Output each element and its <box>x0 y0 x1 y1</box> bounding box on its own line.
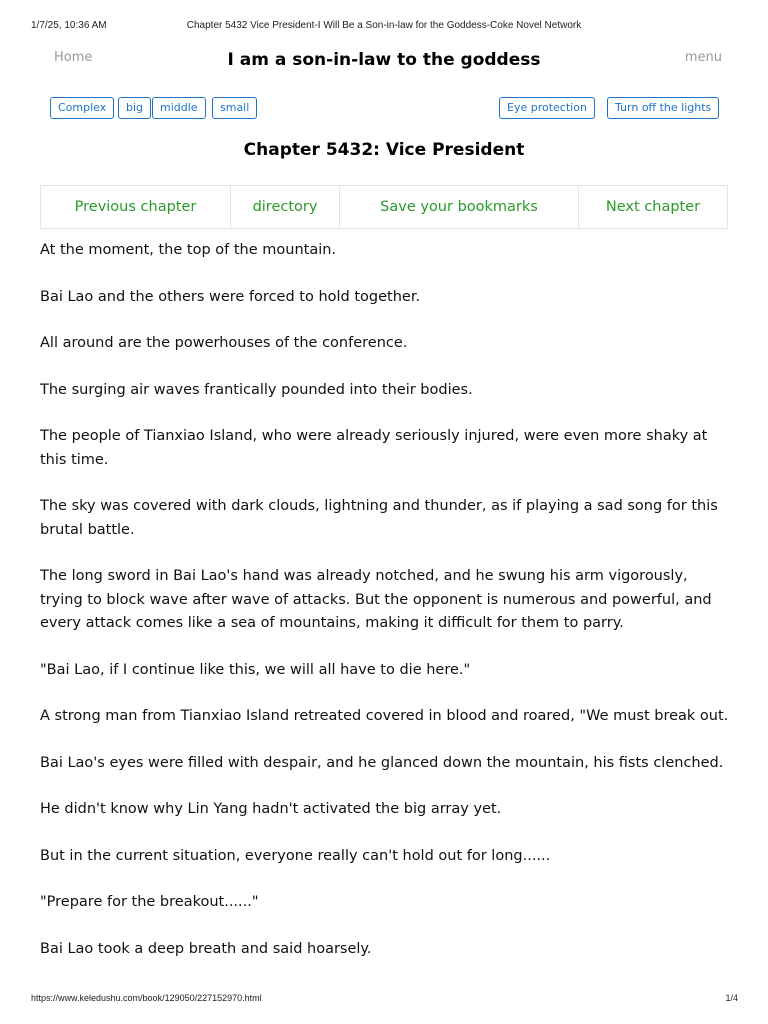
paragraph: At the moment, the top of the mountain. <box>40 242 337 258</box>
menu-link[interactable]: menu <box>684 50 722 65</box>
eye-protection-button[interactable]: Eye protection <box>499 97 595 119</box>
lights-off-button[interactable]: Turn off the lights <box>607 97 719 119</box>
site-title: I am a son-in-law to the goddess <box>227 50 541 70</box>
paragraph: The surging air waves frantically pounded into their bodies. <box>40 381 473 398</box>
font-size-big-button[interactable]: big <box>118 97 151 119</box>
paragraph: But in the current situation, everyone really can't hold out for long...... <box>40 847 551 864</box>
save-bookmark-link[interactable]: Save your bookmarks <box>340 186 579 228</box>
paragraph: The long sword in Bai Lao's hand was already notched, and he swung his arm vigorously, trying to block wave after wave of attacks. But the opponent is numerous and powerful, and every attack comes like a sea of mountains, making it difficult for them to parry. <box>40 568 712 631</box>
paragraph: All around are the powerhouses of the conference. <box>40 335 408 351</box>
paragraph: Bai Lao took a deep breath and said hoarsely. <box>40 940 372 957</box>
paragraph: A strong man from Tianxiao Island retreated covered in blood and roared, "We must break out. <box>40 708 729 724</box>
paragraph: "Prepare for the breakout......" <box>40 894 259 910</box>
paragraph: The sky was covered with dark clouds, lightning and thunder, as if playing a sad song for this brutal battle. <box>40 498 718 538</box>
paragraph: Bai Lao's eyes were filled with despair, and he glanced down the mountain, his fists clenched. <box>40 754 724 771</box>
chapter-navigation <box>40 185 728 229</box>
print-footer <box>0 993 768 1007</box>
reader-controls <box>40 97 728 121</box>
paragraph: The people of Tianxiao Island, who were already seriously injured, were even more shaky at this time. <box>40 428 708 468</box>
next-chapter-link[interactable]: Next chapter <box>605 199 701 215</box>
font-size-small-button[interactable]: small <box>212 97 257 119</box>
print-date: 1/7/25, 10:36 AM <box>31 20 107 31</box>
print-header <box>0 20 768 34</box>
page-number: 1/4 <box>725 993 738 1003</box>
traditional-chinese-button[interactable]: Complex <box>50 97 114 119</box>
previous-chapter-link[interactable]: Previous chapter <box>41 186 231 228</box>
print-document-title: Chapter 5432 Vice President-I Will Be a Son-in-law for the Goddess-Coke Novel Network <box>186 20 582 31</box>
paragraph: "Bai Lao, if I continue like this, we will all have to die here." <box>40 661 471 678</box>
paragraph: Bai Lao and the others were forced to hold together. <box>40 288 421 305</box>
font-size-middle-button[interactable]: middle <box>152 97 206 119</box>
site-header <box>40 46 728 78</box>
chapter-title: Chapter 5432: Vice President <box>243 140 525 160</box>
directory-link[interactable]: directory <box>231 186 340 228</box>
paragraph: He didn't know why Lin Yang hadn't activated the big array yet. <box>40 801 502 817</box>
page-url: https://www.keledushu.com/book/129050/227152970.html <box>31 993 262 1003</box>
home-link[interactable]: Home <box>54 50 93 65</box>
chapter-content <box>40 239 730 961</box>
